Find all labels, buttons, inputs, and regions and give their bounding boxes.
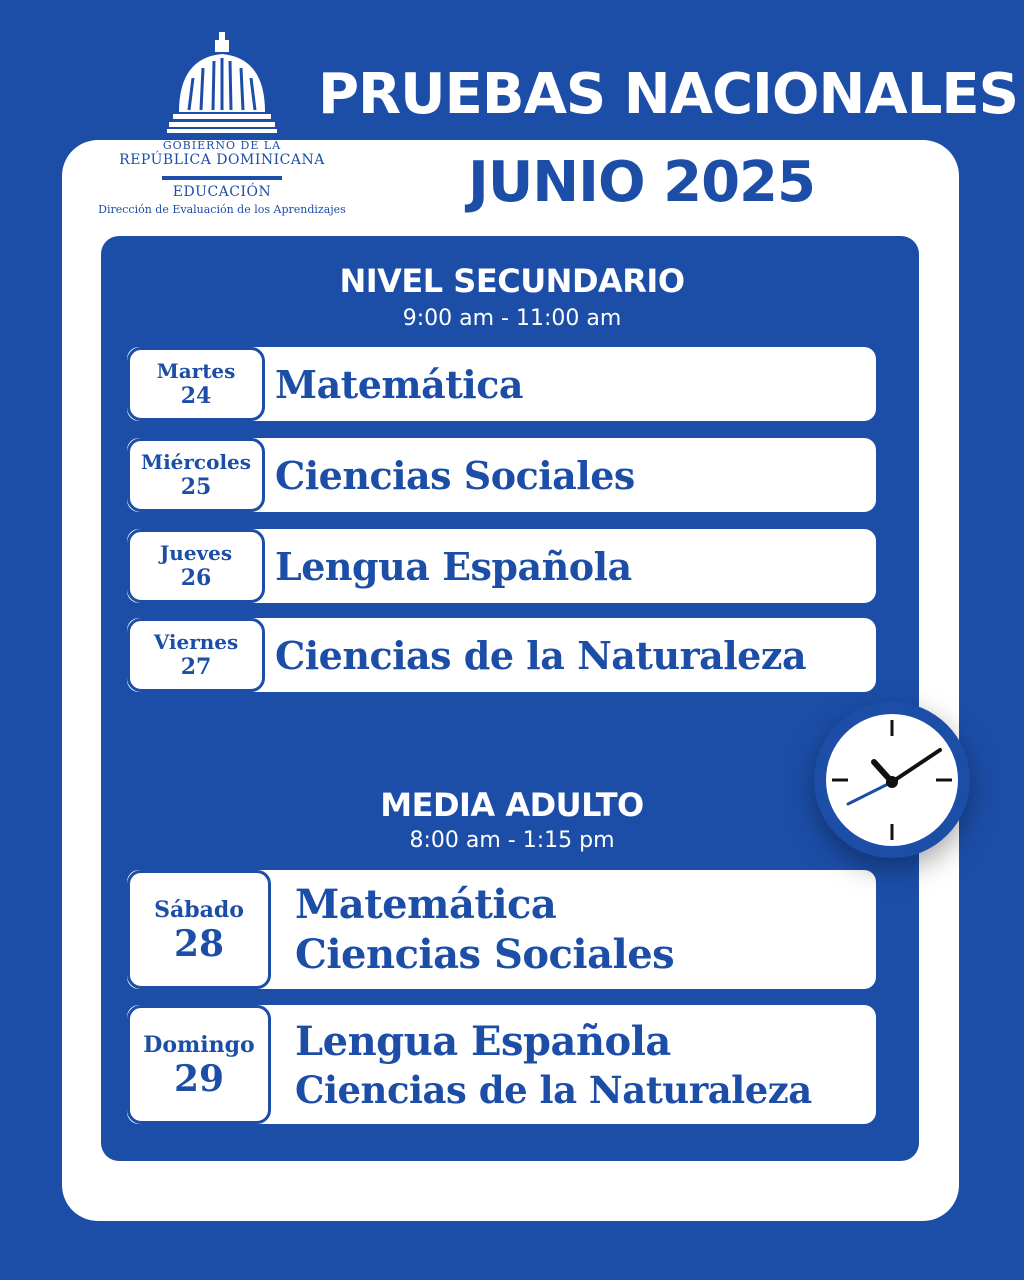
schedule-row — [127, 529, 876, 603]
day-badge — [127, 347, 265, 421]
subject-list — [295, 870, 674, 989]
day-name: Sábado — [154, 896, 244, 923]
section-title-adulto: MEDIA ADULTO — [380, 786, 644, 824]
day-date: 28 — [173, 922, 225, 965]
day-date: 29 — [173, 1057, 225, 1100]
day-badge — [127, 438, 265, 512]
schedule-row — [127, 347, 876, 421]
subject-label: Lengua Española — [275, 543, 632, 589]
schedule-row — [127, 870, 876, 989]
schedule-row — [127, 438, 876, 512]
day-name: Miércoles — [140, 450, 252, 474]
clock-icon — [812, 700, 972, 860]
subject-label: Ciencias Sociales — [275, 452, 635, 498]
day-badge — [127, 1005, 271, 1124]
day-date: 25 — [180, 474, 212, 500]
subject-label: Ciencias de la Naturaleza — [295, 1067, 812, 1112]
schedule-row — [127, 1005, 876, 1124]
logo-line-2: REPÚBLICA DOMINICANA — [119, 152, 325, 168]
day-badge — [127, 618, 265, 692]
day-name: Jueves — [159, 541, 233, 565]
day-badge — [127, 529, 265, 603]
day-date: 24 — [180, 383, 212, 409]
subject-label: Ciencias de la Naturaleza — [275, 632, 807, 678]
day-name: Martes — [156, 359, 236, 383]
day-date: 26 — [180, 565, 212, 591]
logo-line-1: GOBIERNO DE LA — [162, 139, 282, 152]
day-name: Domingo — [143, 1031, 255, 1058]
logo-line-3: EDUCACIÓN — [172, 184, 272, 200]
page-subtitle: JUNIO 2025 — [468, 150, 815, 215]
day-badge — [127, 870, 271, 989]
subject-label: Matemática — [275, 361, 523, 407]
government-logo — [62, 30, 382, 235]
subject-label: Lengua Española — [295, 1017, 671, 1065]
logo-divider — [162, 176, 282, 180]
day-name: Viernes — [153, 630, 239, 654]
logo-line-4: Dirección de Evaluación de los Aprendizajes — [98, 203, 346, 216]
page-title: PRUEBAS NACIONALES — [318, 62, 1018, 127]
section-title-secundario: NIVEL SECUNDARIO — [339, 262, 685, 300]
subject-label: Ciencias Sociales — [295, 930, 675, 978]
section-time-secundario: 9:00 am - 11:00 am — [402, 306, 622, 331]
day-date: 27 — [180, 654, 212, 680]
section-time-adulto: 8:00 am - 1:15 pm — [409, 828, 615, 853]
palace-dome-icon — [167, 30, 277, 135]
subject-list — [295, 1005, 812, 1124]
schedule-row — [127, 618, 876, 692]
subject-label: Matemática — [295, 880, 557, 928]
